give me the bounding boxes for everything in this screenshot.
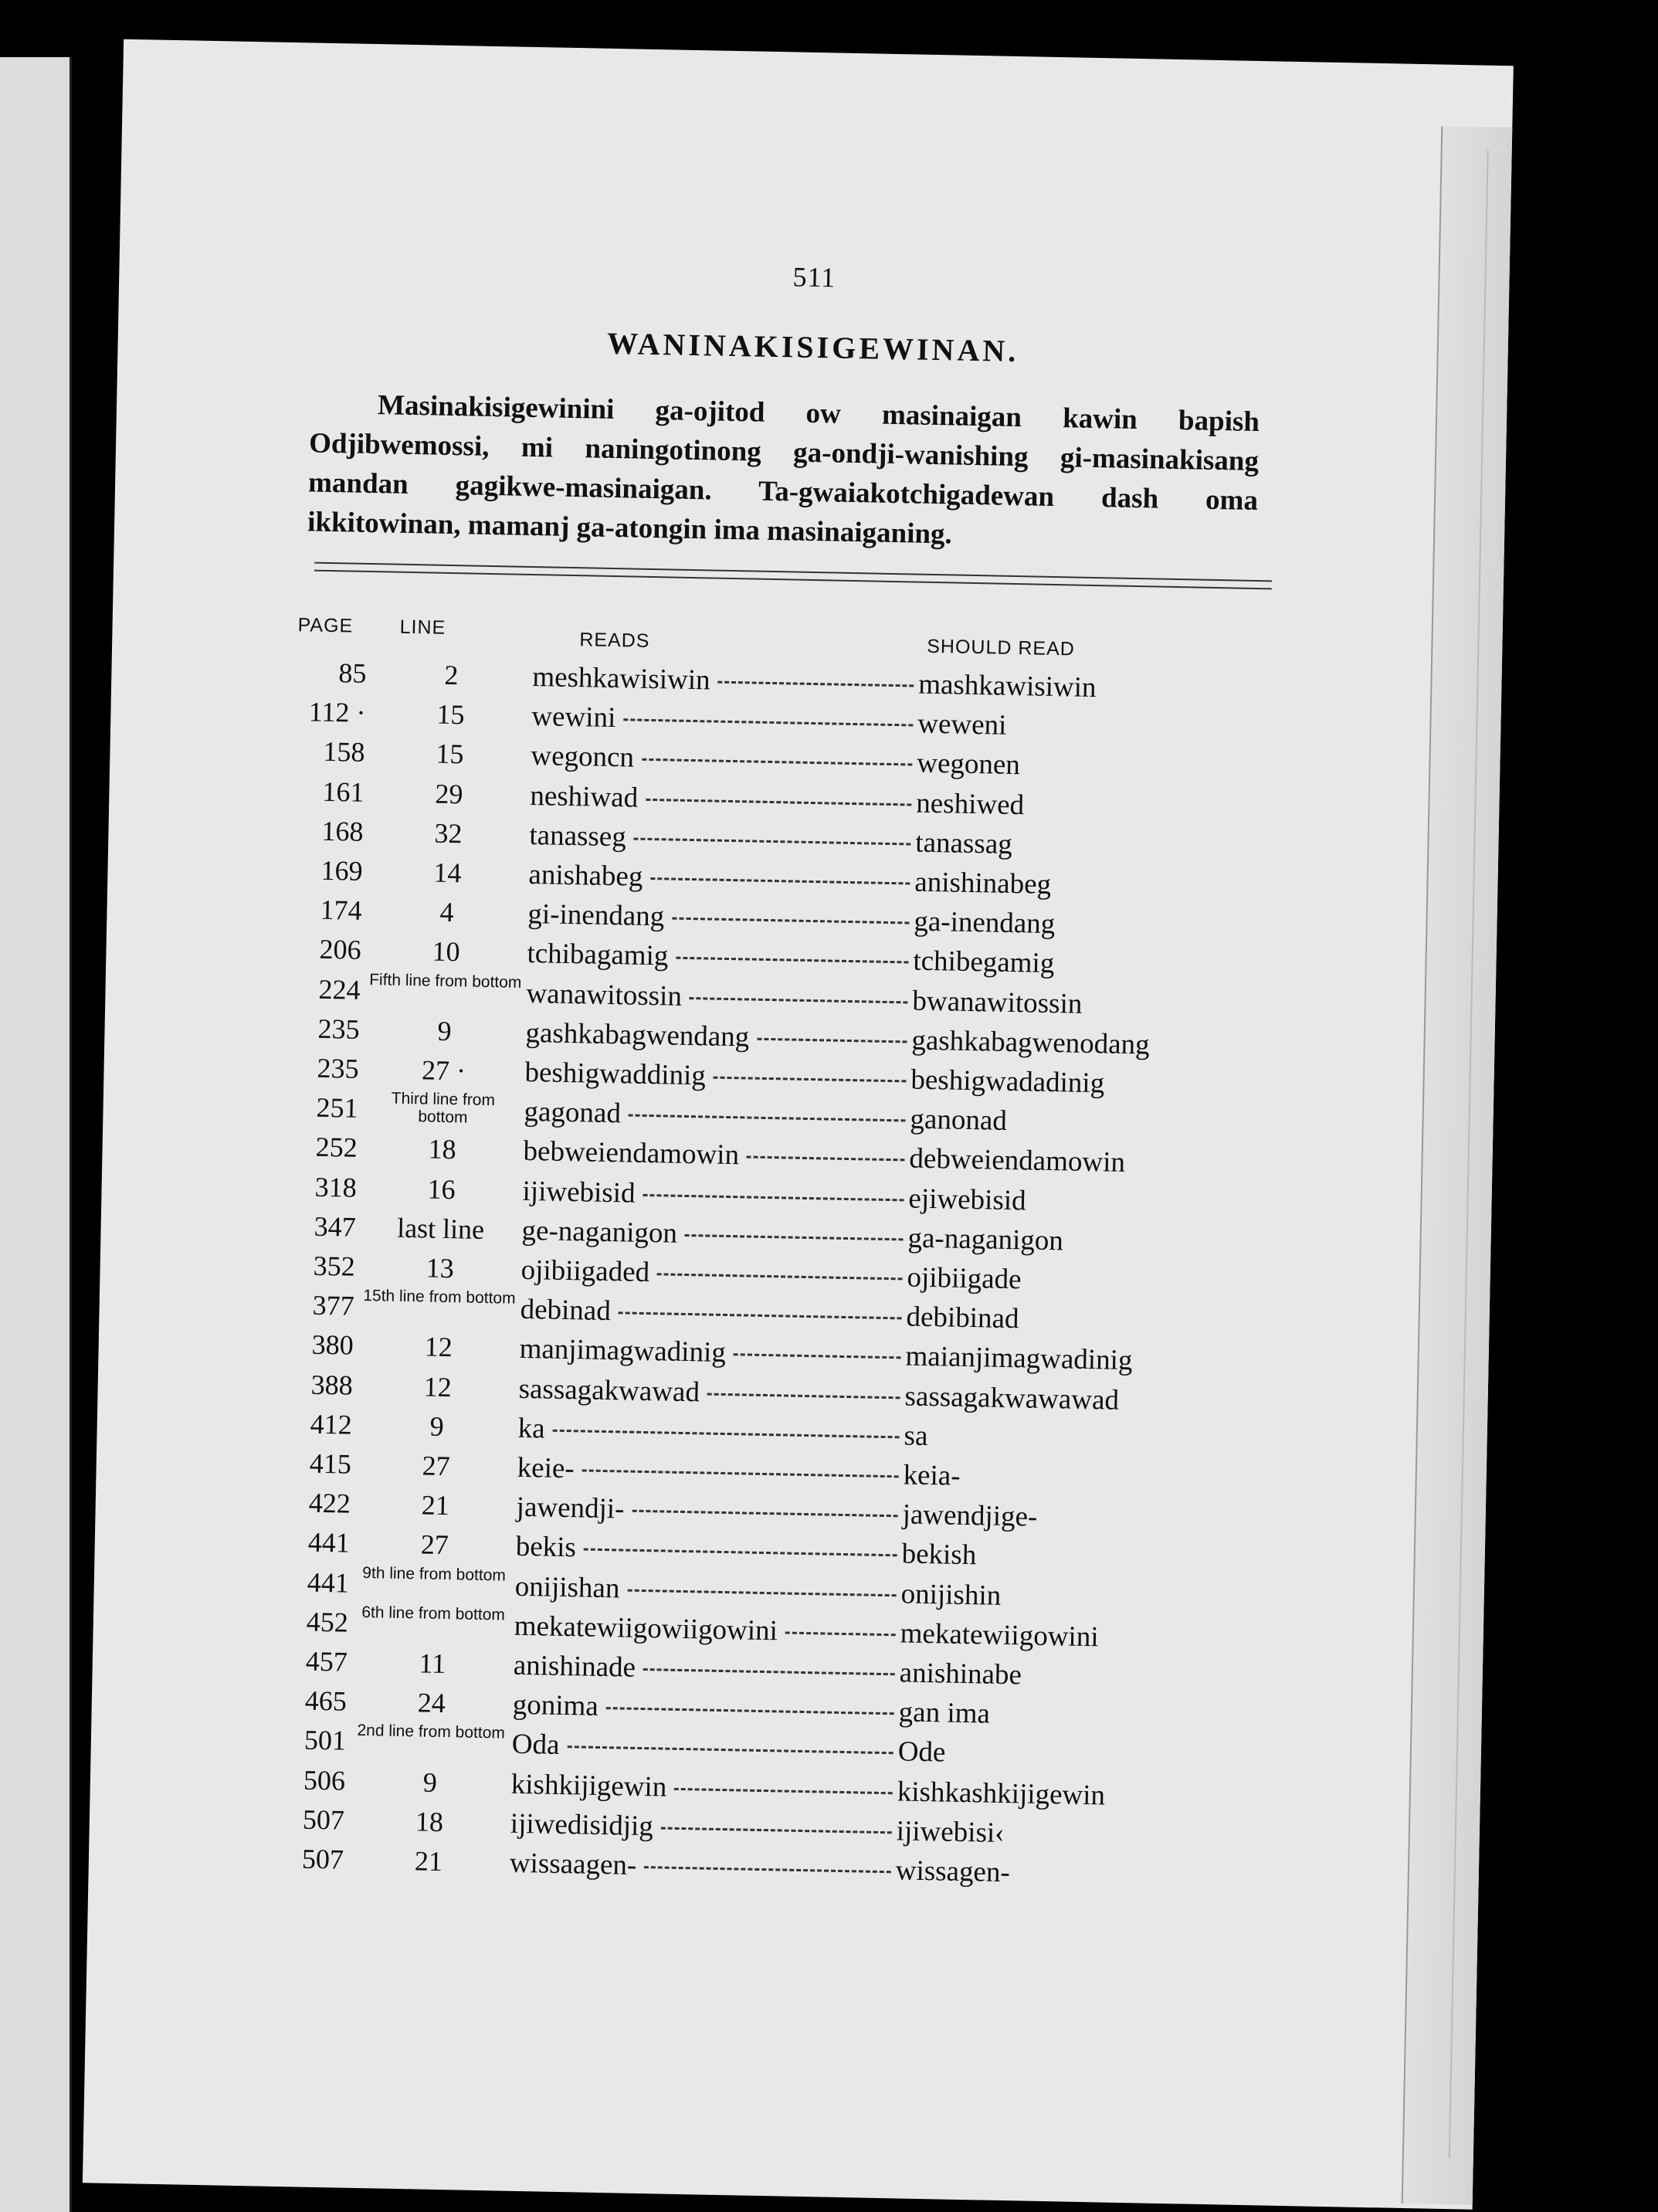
row-page: 347 xyxy=(314,1210,357,1243)
row-page: 501 xyxy=(303,1725,347,1757)
row-reads-text: ge-naganigon xyxy=(521,1214,678,1250)
header-should-read: SHOULD READ xyxy=(926,635,1076,660)
row-page: 465 xyxy=(304,1684,348,1717)
row-reads xyxy=(532,660,919,701)
row-reads xyxy=(513,1649,900,1690)
row-should-read: keia- xyxy=(903,1459,961,1492)
row-reads-text: kishkijigewin xyxy=(510,1768,667,1803)
row-should-read: wissagen- xyxy=(895,1854,1011,1889)
leader-dots xyxy=(661,1827,892,1834)
leader-dots xyxy=(718,681,914,687)
leader-dots xyxy=(650,877,910,884)
row-line: 4 xyxy=(439,896,454,928)
row-should-read: ojibiigade xyxy=(907,1261,1022,1296)
leader-dots xyxy=(584,1549,897,1557)
row-reads xyxy=(526,977,913,1018)
row-page: 507 xyxy=(301,1843,344,1875)
facing-page-edge xyxy=(0,57,72,2212)
row-page: 412 xyxy=(310,1408,353,1440)
leader-dots xyxy=(747,1156,905,1162)
row-should-read: sa xyxy=(904,1420,928,1452)
row-reads-text: sassagakwawad xyxy=(518,1372,700,1408)
leader-dots xyxy=(734,1354,901,1359)
row-line: 24 xyxy=(417,1687,446,1719)
row-page: 507 xyxy=(302,1803,345,1836)
header-page: PAGE xyxy=(297,614,354,637)
row-line: 32 xyxy=(434,817,463,850)
row-reads xyxy=(511,1728,898,1769)
row-reads xyxy=(518,1372,905,1413)
row-page: 169 xyxy=(320,854,363,887)
row-page: 422 xyxy=(308,1487,351,1519)
row-reads-text: tchibagamig xyxy=(527,938,669,972)
row-line: last line xyxy=(396,1212,485,1245)
row-line: 27 · xyxy=(421,1054,466,1087)
leader-dots xyxy=(582,1469,899,1477)
row-reads xyxy=(516,1491,903,1532)
row-should-read: mashkawisiwin xyxy=(917,668,1097,704)
row-line: 21 xyxy=(421,1489,450,1522)
row-line: Third line from bottom xyxy=(391,1089,496,1127)
leader-dots xyxy=(757,1038,907,1043)
row-reads xyxy=(517,1451,904,1492)
row-line: 6th line from bottom xyxy=(361,1603,506,1624)
row-reads xyxy=(519,1332,906,1373)
row-line: 15 xyxy=(436,698,465,731)
row-should-read: bekish xyxy=(901,1538,977,1572)
row-reads-text: gi-inendang xyxy=(527,898,665,933)
row-line: 16 xyxy=(427,1173,456,1205)
row-reads-text: ojibiigaded xyxy=(520,1254,650,1289)
row-reads-text: keie- xyxy=(517,1451,575,1485)
row-page: 506 xyxy=(303,1764,346,1796)
row-reads xyxy=(510,1767,897,1808)
leader-dots xyxy=(619,1312,902,1320)
row-line: 27 xyxy=(422,1450,451,1482)
row-should-read: tchibegamig xyxy=(913,945,1055,980)
leader-dots xyxy=(643,1668,895,1675)
row-should-read: onijishin xyxy=(900,1578,1002,1612)
row-page: 158 xyxy=(323,736,365,768)
row-reads-text: gagonad xyxy=(524,1096,622,1130)
row-reads-text: wegoncn xyxy=(531,740,635,774)
row-reads xyxy=(525,1016,912,1057)
row-reads xyxy=(528,858,915,899)
row-reads-text: manjimagwadinig xyxy=(519,1333,727,1369)
row-reads-text: mekatewiigowiigowini xyxy=(514,1610,778,1647)
leader-dots xyxy=(646,798,911,806)
row-reads xyxy=(514,1569,901,1610)
leader-dots xyxy=(672,918,909,924)
row-line: 15 xyxy=(436,738,464,770)
row-page: 457 xyxy=(305,1645,348,1678)
row-reads-text: anishinade xyxy=(513,1649,636,1684)
row-page: 388 xyxy=(310,1369,354,1401)
page-title: WANINAKISIGEWINAN. xyxy=(606,325,1019,369)
row-page: 174 xyxy=(320,894,362,927)
row-reads-text: gashkabagwendang xyxy=(525,1016,750,1053)
row-reads xyxy=(524,1095,910,1136)
row-page: 112 · xyxy=(308,696,366,729)
row-page: 224 xyxy=(318,973,361,1006)
row-reads-text: wanawitossin xyxy=(526,977,683,1013)
row-line: 9 xyxy=(422,1766,438,1798)
row-line: 18 xyxy=(415,1806,444,1837)
leader-dots xyxy=(685,1234,904,1240)
row-line: 29 xyxy=(435,778,463,809)
row-reads-text: anishabeg xyxy=(528,858,643,893)
row-reads xyxy=(517,1412,904,1453)
row-reads-text: wewini xyxy=(531,701,616,735)
row-reads-text: bebweiendamowin xyxy=(523,1135,740,1172)
row-should-read: mekatewiigowini xyxy=(900,1617,1099,1654)
row-reads-text: debinad xyxy=(520,1294,612,1328)
row-should-read: wegonen xyxy=(916,748,1021,782)
leader-dots xyxy=(629,1114,906,1122)
row-should-read: anishinabeg xyxy=(914,866,1052,901)
row-page: 235 xyxy=(317,1052,360,1084)
row-line: 12 xyxy=(423,1371,453,1403)
row-line: 15th line from bottom xyxy=(363,1287,516,1308)
row-reads xyxy=(523,1135,910,1176)
row-reads-text: ka xyxy=(517,1412,546,1445)
row-reads-text: Oda xyxy=(511,1729,560,1762)
row-reads xyxy=(514,1610,900,1651)
row-page: 452 xyxy=(306,1606,349,1638)
leader-dots xyxy=(714,1077,907,1083)
row-page: 441 xyxy=(307,1566,350,1599)
row-page: 85 xyxy=(338,657,367,689)
row-should-read: ga-naganigon xyxy=(907,1222,1064,1257)
row-line: 13 xyxy=(426,1252,455,1284)
row-line: 14 xyxy=(433,857,462,889)
row-should-read: maianjimagwadinig xyxy=(905,1340,1133,1377)
leader-dots xyxy=(642,758,912,766)
row-line: 12 xyxy=(424,1331,453,1363)
row-page: 441 xyxy=(307,1527,351,1559)
row-reads-text: gonima xyxy=(512,1688,599,1723)
row-should-read: Ode xyxy=(897,1735,946,1769)
row-reads xyxy=(520,1293,907,1334)
header-reads: READS xyxy=(579,629,650,652)
row-reads xyxy=(521,1214,908,1255)
leader-dots xyxy=(657,1273,903,1280)
row-should-read: neshiwed xyxy=(915,787,1025,821)
row-should-read: ijiwebisi‹ xyxy=(896,1815,1005,1849)
leader-dots xyxy=(676,957,908,964)
row-line: 10 xyxy=(432,936,460,968)
row-page: 235 xyxy=(317,1013,360,1045)
page-number: 511 xyxy=(792,261,836,293)
row-line: 9 xyxy=(437,1015,452,1047)
row-page: 380 xyxy=(311,1329,354,1362)
row-should-read: debweiendamowin xyxy=(909,1142,1126,1179)
document-page xyxy=(83,39,1514,2210)
row-reads xyxy=(515,1530,902,1571)
leader-dots xyxy=(644,1866,891,1873)
row-reads-text: jawendji- xyxy=(516,1491,625,1525)
row-page: 251 xyxy=(316,1091,359,1124)
row-line: Fifth line from bottom xyxy=(369,970,522,992)
row-reads xyxy=(531,700,918,741)
row-reads xyxy=(512,1688,899,1729)
row-should-read: gashkabagwenodang xyxy=(911,1024,1151,1061)
row-page: 318 xyxy=(314,1171,358,1203)
row-line: 18 xyxy=(428,1133,457,1165)
row-reads xyxy=(510,1807,897,1848)
intro-paragraph: Masinakisigewinini ga-ojitod ow masinaigan kawin bapish Odjibwemossi, mi naningotinong ga-ondji-wanishing gi-masinakisang mandan gagikwe-masinaigan. Ta-gwaiakotchigadewan dash oma ikkitowinan, mamanj ga-atongin ima masinaiganing. xyxy=(307,389,1260,551)
row-reads-text: beshigwaddinig xyxy=(524,1056,707,1092)
row-should-read: beshigwadadinig xyxy=(910,1064,1105,1100)
leader-dots xyxy=(785,1631,896,1636)
row-page: 415 xyxy=(309,1447,352,1480)
row-reads xyxy=(522,1175,909,1216)
row-should-read: tanassag xyxy=(914,826,1013,860)
row-reads xyxy=(524,1056,911,1097)
row-reads-text: meshkawisiwin xyxy=(532,661,710,697)
leader-dots xyxy=(643,1193,904,1200)
leader-dots xyxy=(690,997,908,1003)
leader-dots xyxy=(627,1589,896,1596)
row-page: 377 xyxy=(312,1289,355,1321)
row-line: 9th line from bottom xyxy=(362,1563,507,1585)
leader-dots xyxy=(634,837,911,845)
row-reads xyxy=(530,779,917,820)
row-reads-text: ijiwebisid xyxy=(522,1175,636,1209)
row-should-read: anishinabe xyxy=(899,1657,1022,1691)
row-line: 2nd line from bottom xyxy=(357,1722,506,1742)
row-line: 11 xyxy=(419,1647,446,1680)
leader-dots xyxy=(553,1430,900,1439)
row-should-read: weweni xyxy=(917,707,1007,742)
leader-dots xyxy=(632,1510,897,1518)
row-should-read: debibinad xyxy=(906,1301,1019,1335)
row-reads-text: tanasseg xyxy=(529,819,627,853)
leader-dots xyxy=(606,1707,894,1715)
leader-dots xyxy=(674,1787,893,1793)
row-reads-text: bekis xyxy=(515,1531,577,1564)
row-should-read: jawendjige- xyxy=(902,1498,1038,1533)
row-reads-text: neshiwad xyxy=(530,779,639,814)
row-should-read: gan ima xyxy=(898,1696,991,1730)
row-reads xyxy=(529,819,916,860)
row-should-read: ga-inendang xyxy=(914,905,1056,941)
leader-dots xyxy=(623,718,913,726)
row-page: 352 xyxy=(313,1250,356,1282)
row-page: 161 xyxy=(322,775,364,808)
row-line: 21 xyxy=(414,1845,443,1878)
header-line: LINE xyxy=(399,616,446,639)
row-page: 206 xyxy=(319,934,361,966)
row-reads xyxy=(520,1254,907,1294)
row-should-read: ejiwebisid xyxy=(908,1182,1026,1217)
row-reads xyxy=(510,1847,897,1888)
row-reads-text: wissaagen- xyxy=(509,1847,637,1881)
leader-dots xyxy=(707,1393,900,1399)
leader-dots xyxy=(567,1746,893,1755)
row-should-read: kishkashkijigewin xyxy=(897,1775,1106,1812)
row-reads xyxy=(527,897,914,938)
row-reads xyxy=(531,739,917,780)
row-page: 168 xyxy=(321,815,364,847)
row-should-read: bwanawitossin xyxy=(912,985,1083,1020)
row-line: 27 xyxy=(420,1528,449,1561)
row-line: 2 xyxy=(444,659,459,691)
row-should-read: sassagakwawawad xyxy=(904,1380,1120,1416)
row-page: 252 xyxy=(315,1131,358,1164)
row-reads xyxy=(527,937,914,978)
row-should-read: ganonad xyxy=(910,1103,1008,1138)
row-reads-text: ijiwedisidjig xyxy=(510,1807,654,1843)
row-reads-text: onijishan xyxy=(514,1570,620,1605)
row-line: 9 xyxy=(429,1410,445,1442)
